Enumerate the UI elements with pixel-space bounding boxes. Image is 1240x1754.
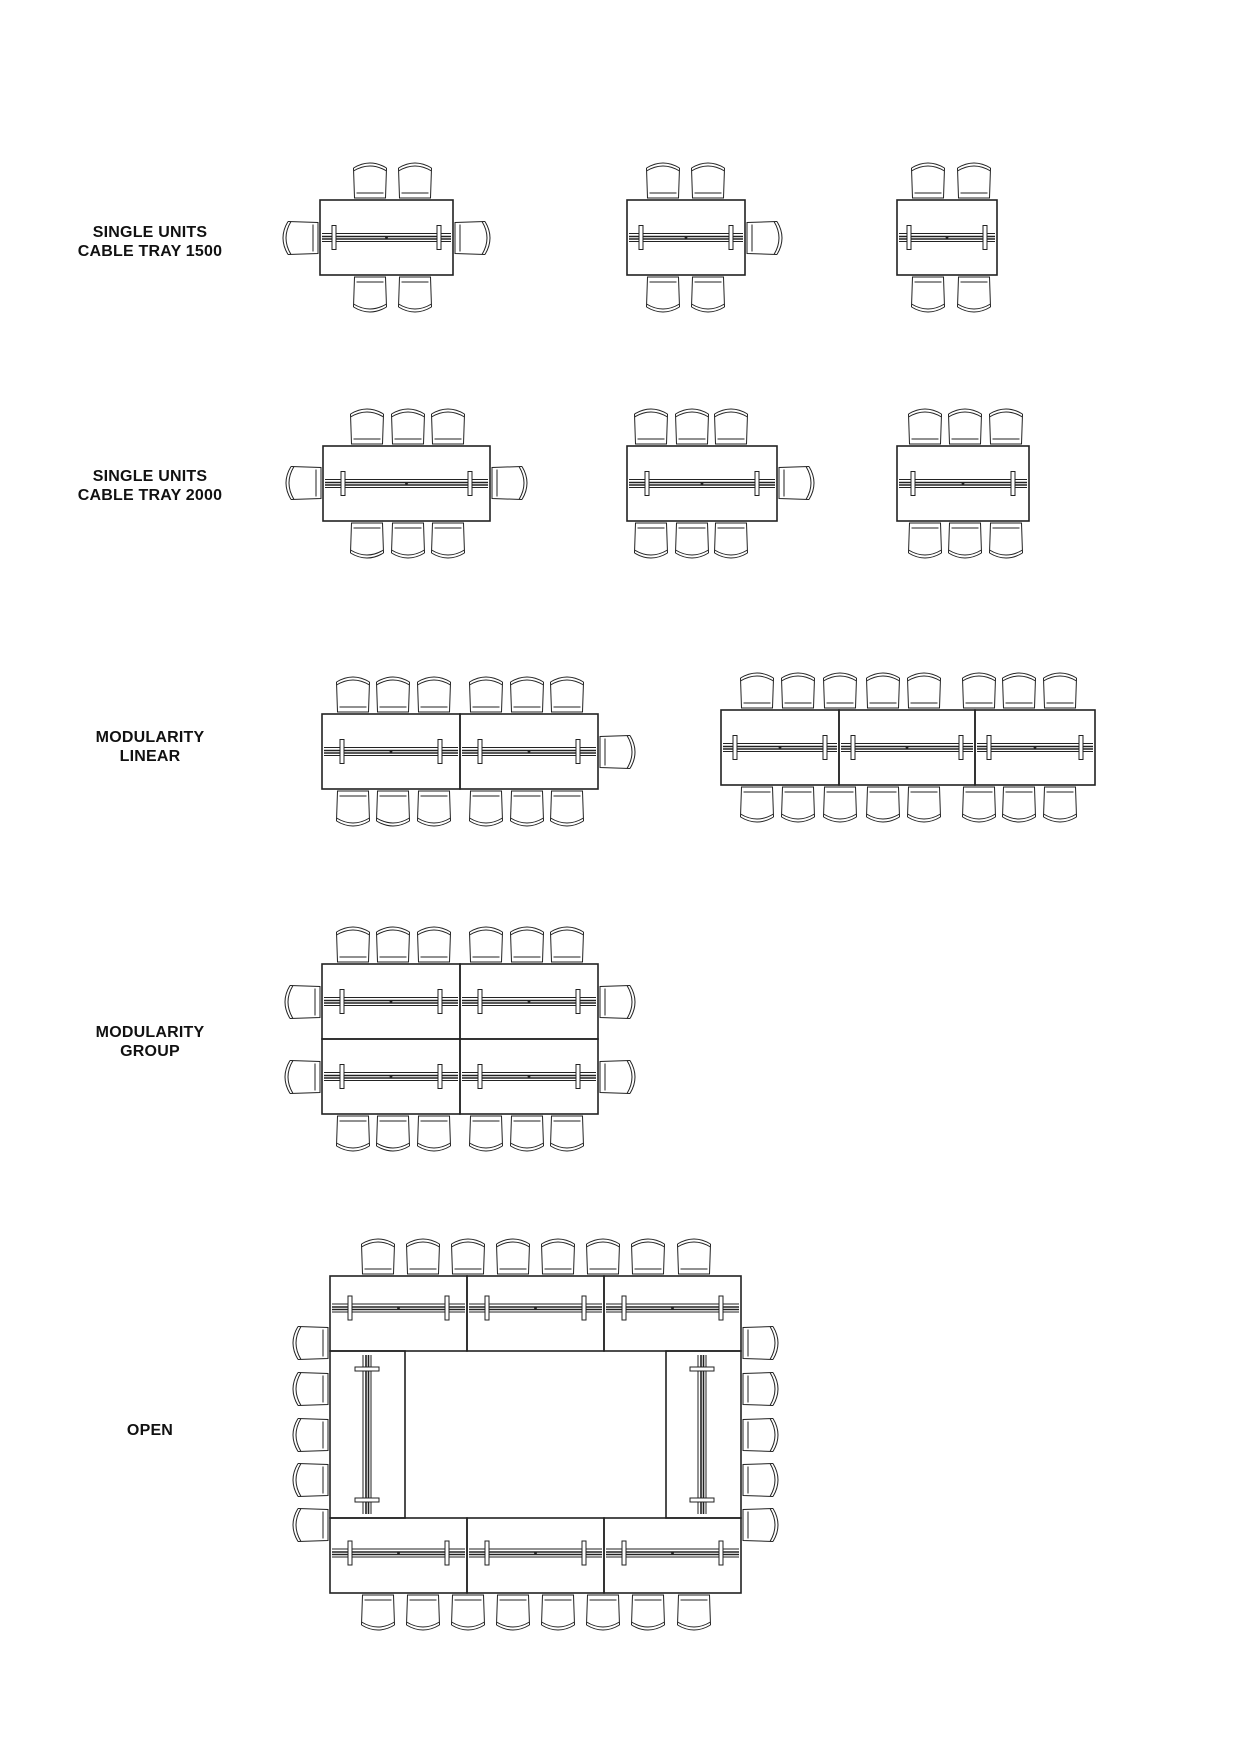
chair-icon bbox=[511, 927, 544, 962]
cable-tray-icon bbox=[324, 1065, 458, 1089]
chair-icon bbox=[452, 1595, 485, 1630]
chair-icon bbox=[337, 1116, 370, 1151]
chair-icon bbox=[354, 277, 387, 312]
table-desk-icon bbox=[467, 1276, 604, 1351]
cable-tray-icon bbox=[325, 472, 488, 496]
table-desk-icon bbox=[627, 446, 777, 521]
cable-tray-icon bbox=[324, 990, 458, 1014]
chair-icon bbox=[587, 1595, 620, 1630]
chair-icon bbox=[293, 1464, 328, 1497]
chair-icon bbox=[692, 163, 725, 198]
chair-icon bbox=[949, 523, 982, 558]
label-line: SINGLE UNITS bbox=[92, 468, 208, 485]
chair-icon bbox=[362, 1595, 395, 1630]
cable-tray-icon bbox=[899, 472, 1027, 496]
chair-icon bbox=[782, 787, 815, 822]
chair-icon bbox=[692, 277, 725, 312]
cable-tray-icon bbox=[355, 1355, 379, 1514]
label-line: GROUP bbox=[120, 1043, 180, 1060]
chair-icon bbox=[392, 409, 425, 444]
label-line: CABLE TRAY 1500 bbox=[77, 243, 223, 260]
chair-icon bbox=[779, 467, 814, 500]
chair-icon bbox=[1044, 787, 1077, 822]
chair-icon bbox=[377, 927, 410, 962]
label-line: MODULARITY bbox=[95, 1024, 205, 1041]
chair-icon bbox=[285, 1061, 320, 1094]
chair-icon bbox=[418, 677, 451, 712]
table-desk-icon bbox=[323, 446, 490, 521]
cable-tray-icon bbox=[629, 226, 743, 250]
table-desk-icon bbox=[604, 1276, 741, 1351]
table-desk-icon bbox=[460, 714, 598, 789]
table-desk-icon bbox=[330, 1276, 467, 1351]
table-desk-icon bbox=[322, 714, 460, 789]
chair-icon bbox=[635, 523, 668, 558]
label-line: SINGLE UNITS bbox=[92, 224, 208, 241]
cable-tray-icon bbox=[841, 736, 973, 760]
chair-icon bbox=[990, 523, 1023, 558]
chair-icon bbox=[337, 927, 370, 962]
chair-icon bbox=[600, 986, 635, 1019]
chair-icon bbox=[743, 1327, 778, 1360]
cable-tray-icon bbox=[629, 472, 775, 496]
chair-icon bbox=[743, 1509, 778, 1542]
chair-icon bbox=[551, 677, 584, 712]
chair-icon bbox=[418, 1116, 451, 1151]
chair-icon bbox=[632, 1595, 665, 1630]
cable-tray-icon bbox=[462, 740, 596, 764]
chair-icon bbox=[399, 277, 432, 312]
chair-icon bbox=[678, 1239, 711, 1274]
table-desk-icon bbox=[666, 1351, 741, 1518]
chair-icon bbox=[432, 523, 465, 558]
chair-icon bbox=[511, 677, 544, 712]
chair-icon bbox=[293, 1509, 328, 1542]
table-desk-icon bbox=[897, 446, 1029, 521]
table-desk-icon bbox=[897, 200, 997, 275]
chair-icon bbox=[470, 927, 503, 962]
chair-icon bbox=[647, 163, 680, 198]
chair-icon bbox=[407, 1239, 440, 1274]
chair-icon bbox=[647, 277, 680, 312]
chair-icon bbox=[399, 163, 432, 198]
chair-icon bbox=[600, 1061, 635, 1094]
chair-icon bbox=[824, 787, 857, 822]
table-desk-icon bbox=[322, 964, 460, 1039]
chair-icon bbox=[432, 409, 465, 444]
chair-icon bbox=[354, 163, 387, 198]
chair-icon bbox=[715, 409, 748, 444]
table-desk-icon bbox=[975, 710, 1095, 785]
chair-icon bbox=[551, 927, 584, 962]
chair-icon bbox=[337, 677, 370, 712]
chair-icon bbox=[741, 673, 774, 708]
chair-icon bbox=[551, 1116, 584, 1151]
cable-tray-icon bbox=[690, 1355, 714, 1514]
chair-icon bbox=[747, 222, 782, 255]
chair-icon bbox=[990, 409, 1023, 444]
cable-tray-icon bbox=[332, 1296, 465, 1320]
label-line: LINEAR bbox=[119, 748, 181, 765]
chair-icon bbox=[676, 409, 709, 444]
chair-icon bbox=[377, 677, 410, 712]
table-desk-icon bbox=[460, 1039, 598, 1114]
chair-icon bbox=[377, 791, 410, 826]
chair-icon bbox=[958, 277, 991, 312]
chair-icon bbox=[949, 409, 982, 444]
chair-icon bbox=[286, 467, 321, 500]
chair-icon bbox=[600, 736, 635, 769]
cable-tray-icon bbox=[324, 740, 458, 764]
label-line: MODULARITY bbox=[95, 729, 205, 746]
chair-icon bbox=[867, 787, 900, 822]
chair-icon bbox=[1044, 673, 1077, 708]
chair-icon bbox=[351, 409, 384, 444]
chair-icon bbox=[909, 409, 942, 444]
table-desk-icon bbox=[330, 1351, 405, 1518]
cable-tray-icon bbox=[899, 226, 995, 250]
chair-icon bbox=[407, 1595, 440, 1630]
cable-tray-icon bbox=[723, 736, 837, 760]
chair-icon bbox=[908, 787, 941, 822]
chair-icon bbox=[743, 1373, 778, 1406]
chair-icon bbox=[1003, 673, 1036, 708]
chair-icon bbox=[470, 791, 503, 826]
chair-icon bbox=[958, 163, 991, 198]
chair-icon bbox=[337, 791, 370, 826]
chair-icon bbox=[362, 1239, 395, 1274]
chair-icon bbox=[715, 523, 748, 558]
cable-tray-icon bbox=[322, 226, 451, 250]
chair-icon bbox=[418, 791, 451, 826]
cable-tray-icon bbox=[977, 736, 1093, 760]
table-desk-icon bbox=[604, 1518, 741, 1593]
chair-icon bbox=[511, 791, 544, 826]
chair-icon bbox=[470, 1116, 503, 1151]
table-desk-icon bbox=[839, 710, 975, 785]
cable-tray-icon bbox=[332, 1541, 465, 1565]
chair-icon bbox=[351, 523, 384, 558]
table-desk-icon bbox=[627, 200, 745, 275]
chair-icon bbox=[908, 673, 941, 708]
chair-icon bbox=[497, 1595, 530, 1630]
chair-icon bbox=[867, 673, 900, 708]
label-line: CABLE TRAY 2000 bbox=[77, 487, 223, 504]
chair-icon bbox=[909, 523, 942, 558]
table-desk-icon bbox=[322, 1039, 460, 1114]
chair-icon bbox=[377, 1116, 410, 1151]
chair-icon bbox=[452, 1239, 485, 1274]
chair-icon bbox=[824, 673, 857, 708]
chair-icon bbox=[492, 467, 527, 500]
cable-tray-icon bbox=[606, 1541, 739, 1565]
chair-icon bbox=[511, 1116, 544, 1151]
cable-tray-icon bbox=[469, 1296, 602, 1320]
table-desk-icon bbox=[320, 200, 453, 275]
table-desk-icon bbox=[330, 1518, 467, 1593]
chair-icon bbox=[678, 1595, 711, 1630]
chair-icon bbox=[632, 1239, 665, 1274]
chair-icon bbox=[551, 791, 584, 826]
chair-icon bbox=[635, 409, 668, 444]
chair-icon bbox=[285, 986, 320, 1019]
cable-tray-icon bbox=[469, 1541, 602, 1565]
chair-icon bbox=[676, 523, 709, 558]
chair-icon bbox=[455, 222, 490, 255]
chair-icon bbox=[392, 523, 425, 558]
chair-icon bbox=[283, 222, 318, 255]
chair-icon bbox=[293, 1373, 328, 1406]
table-desk-icon bbox=[467, 1518, 604, 1593]
cable-tray-icon bbox=[606, 1296, 739, 1320]
chair-icon bbox=[912, 277, 945, 312]
chair-icon bbox=[293, 1327, 328, 1360]
chair-icon bbox=[912, 163, 945, 198]
chair-icon bbox=[1003, 787, 1036, 822]
chair-icon bbox=[741, 787, 774, 822]
table-desk-icon bbox=[460, 964, 598, 1039]
chair-icon bbox=[743, 1464, 778, 1497]
chair-icon bbox=[963, 787, 996, 822]
chair-icon bbox=[587, 1239, 620, 1274]
chair-icon bbox=[497, 1239, 530, 1274]
chair-icon bbox=[963, 673, 996, 708]
table-desk-icon bbox=[721, 710, 839, 785]
label-line: OPEN bbox=[126, 1422, 174, 1439]
chair-icon bbox=[782, 673, 815, 708]
chair-icon bbox=[418, 927, 451, 962]
chair-icon bbox=[470, 677, 503, 712]
cable-tray-icon bbox=[462, 990, 596, 1014]
chair-icon bbox=[542, 1239, 575, 1274]
chair-icon bbox=[293, 1419, 328, 1452]
cable-tray-icon bbox=[462, 1065, 596, 1089]
chair-icon bbox=[542, 1595, 575, 1630]
chair-icon bbox=[743, 1419, 778, 1452]
